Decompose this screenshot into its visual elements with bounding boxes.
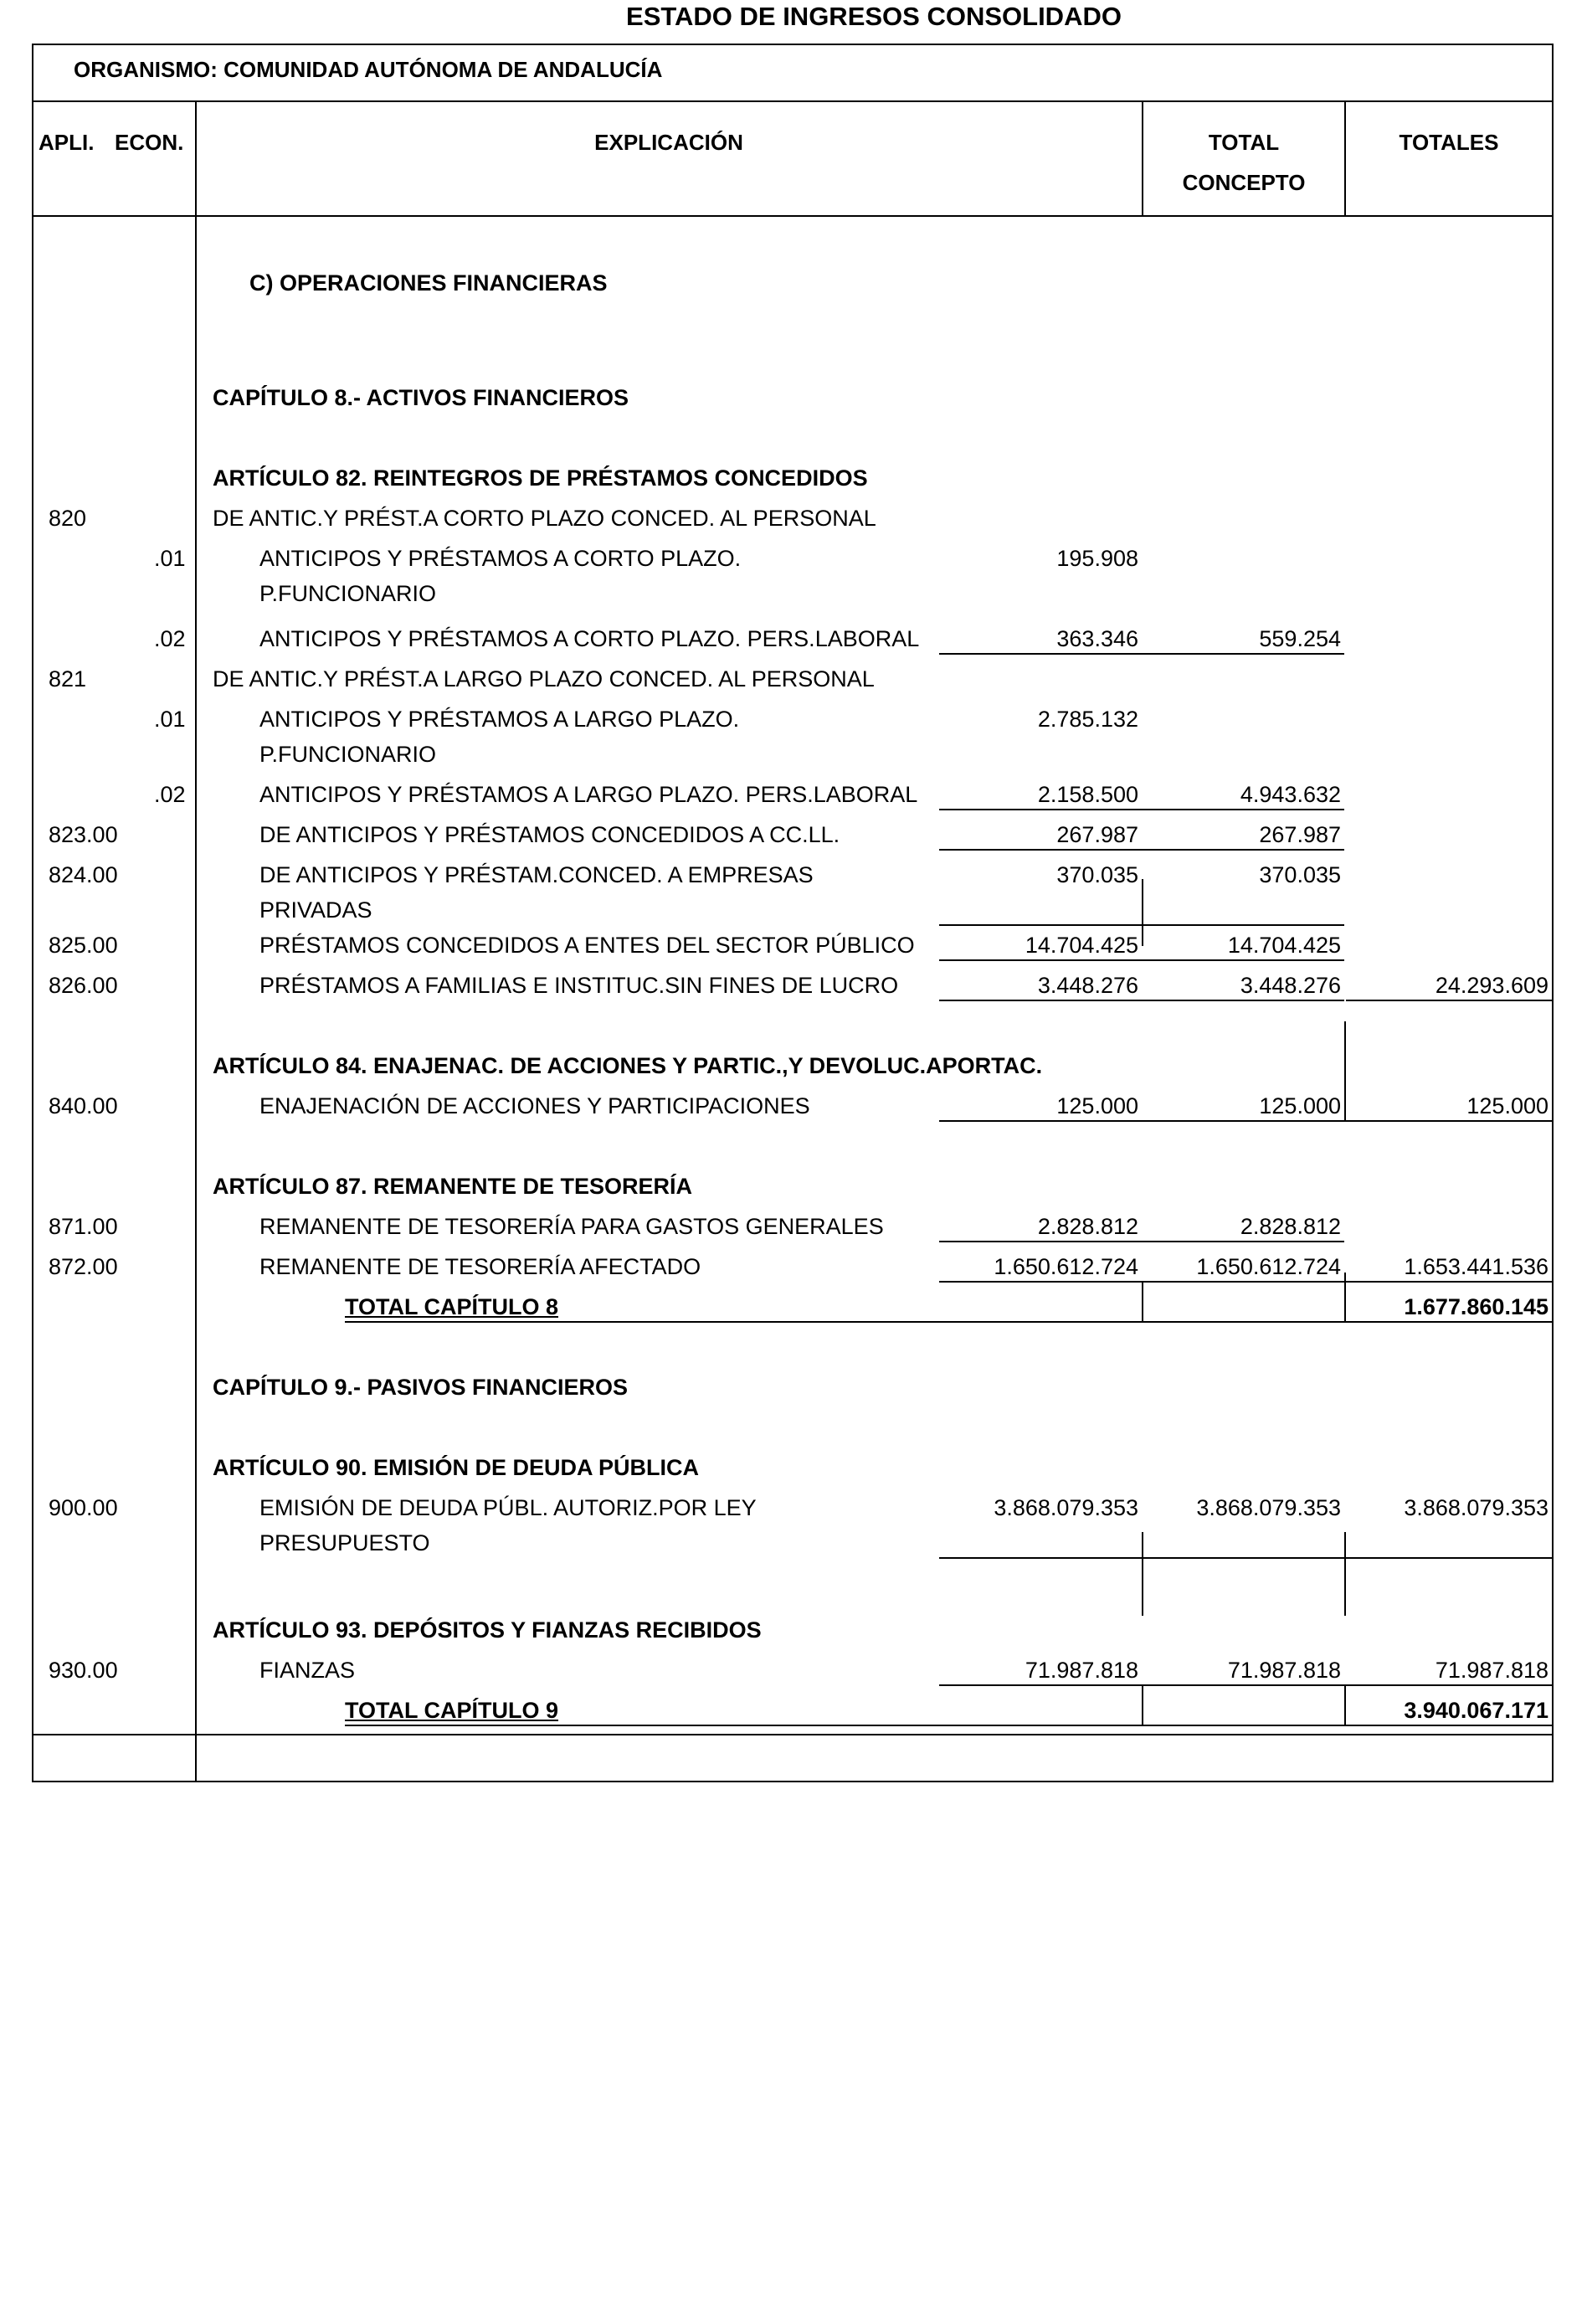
- chapter-total-label: TOTAL CAPÍTULO 9: [345, 1698, 559, 1723]
- subconcept-code: .02: [154, 782, 186, 807]
- concept-description: DE ANTIC.Y PRÉST.A LARGO PLAZO CONCED. AL PERSONAL: [213, 666, 875, 692]
- chapter-heading: CAPÍTULO 9.- PASIVOS FINANCIEROS: [213, 1375, 629, 1400]
- totales-value: 24.293.609: [1435, 973, 1548, 998]
- article-heading: ARTÍCULO 90. EMISIÓN DE DEUDA PÚBLICA: [213, 1455, 700, 1480]
- total-concepto-value: 363.346: [1056, 626, 1138, 651]
- page-title: ESTADO DE INGRESOS CONSOLIDADO: [626, 2, 1122, 31]
- subconcept-code: .01: [154, 707, 186, 732]
- totales-value: 71.987.818: [1435, 1658, 1548, 1683]
- item-description: ANTICIPOS Y PRÉSTAMOS A LARGO PLAZO.: [259, 707, 740, 732]
- header-econ: ECON.: [115, 130, 184, 155]
- subtotal-value: 4.943.632: [1240, 782, 1341, 807]
- item-description: REMANENTE DE TESORERÍA AFECTADO: [259, 1254, 701, 1279]
- item-code: 823.00: [49, 822, 118, 847]
- amount-underline: [939, 959, 1344, 961]
- total-concepto-value: 267.987: [1056, 822, 1138, 847]
- article-heading: ARTÍCULO 82. REINTEGROS DE PRÉSTAMOS CONCEDIDOS: [213, 465, 868, 491]
- chapter-total-rule: [345, 1321, 1554, 1323]
- totales-value: 125.000: [1466, 1093, 1548, 1118]
- column-divider-total-concepto: [1344, 100, 1346, 217]
- amount-underline: [939, 653, 1344, 655]
- subtotal-value: 370.035: [1259, 862, 1341, 887]
- item-code: 900.00: [49, 1495, 118, 1520]
- amount-underline: [939, 809, 1344, 810]
- total-box-left: [1142, 1684, 1143, 1726]
- concept-description: DE ANTIC.Y PRÉST.A CORTO PLAZO CONCED. AL PERSONAL: [213, 506, 876, 531]
- value-col-divider-5: [1344, 1532, 1346, 1616]
- item-code: 825.00: [49, 933, 118, 958]
- subtotal-value: 71.987.818: [1227, 1658, 1341, 1683]
- totales-underline: [1346, 1281, 1554, 1283]
- total-concepto-value: 2.828.812: [1037, 1214, 1138, 1239]
- item-description: DE ANTICIPOS Y PRÉSTAM.CONCED. A EMPRESAS: [259, 862, 814, 887]
- header-top-rule: [32, 100, 1554, 102]
- total-box-mid: [1344, 1684, 1346, 1726]
- item-code: 871.00: [49, 1214, 118, 1239]
- item-description: ANTICIPOS Y PRÉSTAMOS A CORTO PLAZO. PERS.LABORAL: [259, 626, 920, 651]
- subtotal-value: 3.868.079.353: [1196, 1495, 1341, 1520]
- item-description: ENAJENACIÓN DE ACCIONES Y PARTICIPACIONES: [259, 1093, 810, 1118]
- item-description-cont: PRIVADAS: [259, 897, 372, 923]
- item-description-cont: P.FUNCIONARIO: [259, 742, 437, 767]
- total-concepto-value: 2.785.132: [1037, 707, 1138, 732]
- total-concepto-value: 195.908: [1056, 546, 1138, 571]
- item-code: 872.00: [49, 1254, 118, 1279]
- article-heading: ARTÍCULO 87. REMANENTE DE TESORERÍA: [213, 1174, 693, 1199]
- item-code: 826.00: [49, 973, 118, 998]
- totales-value: 3.868.079.353: [1404, 1495, 1548, 1520]
- item-description-cont: PRESUPUESTO: [259, 1530, 430, 1555]
- header-explicacion: EXPLICACIÓN: [594, 130, 743, 155]
- total-concepto-value: 3.868.079.353: [994, 1495, 1138, 1520]
- total-box-left: [1142, 1281, 1143, 1323]
- total-concepto-value: 2.158.500: [1037, 782, 1138, 807]
- chapter-total-value: 3.940.067.171: [1404, 1698, 1548, 1723]
- subtotal-value: 14.704.425: [1227, 933, 1341, 958]
- article-heading: ARTÍCULO 93. DEPÓSITOS Y FIANZAS RECIBIDOS: [213, 1617, 762, 1643]
- total-concepto-value: 3.448.276: [1037, 973, 1138, 998]
- article-heading: ARTÍCULO 84. ENAJENAC. DE ACCIONES Y PARTIC.,Y DEVOLUC.APORTAC.: [213, 1053, 1043, 1078]
- item-description: REMANENTE DE TESORERÍA PARA GASTOS GENERALES: [259, 1214, 884, 1239]
- header-bottom-rule: [32, 215, 1554, 217]
- value-col-divider-3: [1344, 1273, 1346, 1323]
- item-description: DE ANTICIPOS Y PRÉSTAMOS CONCEDIDOS A CC.LL.: [259, 822, 840, 847]
- header-totales: TOTALES: [1399, 130, 1499, 155]
- total-concepto-value: 14.704.425: [1025, 933, 1138, 958]
- totales-underline: [1346, 1000, 1554, 1001]
- chapter-total-label: TOTAL CAPÍTULO 8: [345, 1294, 559, 1319]
- chapter-total-rule: [345, 1725, 1554, 1726]
- organismo-label: ORGANISMO: COMUNIDAD AUTÓNOMA DE ANDALUCÍA: [74, 57, 663, 82]
- subconcept-code: .01: [154, 546, 186, 571]
- item-code: 840.00: [49, 1093, 118, 1118]
- header-total-concepto-line1: TOTAL: [1208, 130, 1280, 155]
- section-heading: C) OPERACIONES FINANCIERAS: [249, 270, 608, 296]
- total-concepto-value: 125.000: [1056, 1093, 1138, 1118]
- column-divider-code: [195, 100, 197, 1782]
- chapter-heading: CAPÍTULO 8.- ACTIVOS FINANCIEROS: [213, 385, 629, 410]
- totales-underline: [1346, 1684, 1554, 1686]
- footer-rule: [32, 1734, 1554, 1735]
- chapter-total-value: 1.677.860.145: [1404, 1294, 1548, 1319]
- item-description-cont: P.FUNCIONARIO: [259, 581, 437, 606]
- item-description: ANTICIPOS Y PRÉSTAMOS A CORTO PLAZO.: [259, 546, 742, 571]
- item-description: PRÉSTAMOS A FAMILIAS E INSTITUC.SIN FINES DE LUCRO: [259, 973, 899, 998]
- header-apli: APLI.: [39, 130, 95, 155]
- value-col-divider-4: [1142, 1532, 1143, 1616]
- item-code: 930.00: [49, 1658, 118, 1683]
- total-concepto-value: 71.987.818: [1025, 1658, 1138, 1683]
- value-col-divider-2: [1344, 1021, 1346, 1122]
- amount-underline: [939, 1120, 1344, 1122]
- subtotal-value: 3.448.276: [1240, 973, 1341, 998]
- subconcept-code: .02: [154, 626, 186, 651]
- amount-underline: [939, 1000, 1344, 1001]
- totales-underline: [1346, 1120, 1554, 1122]
- concept-code: 820: [49, 506, 87, 531]
- subtotal-value: 559.254: [1259, 626, 1341, 651]
- subtotal-value: 125.000: [1259, 1093, 1341, 1118]
- totales-underline: [1346, 1557, 1554, 1559]
- item-description: ANTICIPOS Y PRÉSTAMOS A LARGO PLAZO. PERS.LABORAL: [259, 782, 918, 807]
- item-description: EMISIÓN DE DEUDA PÚBL. AUTORIZ.POR LEY: [259, 1495, 757, 1520]
- totales-value: 1.653.441.536: [1404, 1254, 1548, 1279]
- value-col-divider-1: [1142, 879, 1143, 946]
- subtotal-value: 267.987: [1259, 822, 1341, 847]
- item-code: 824.00: [49, 862, 118, 887]
- concept-code: 821: [49, 666, 87, 692]
- amount-underline: [939, 849, 1344, 851]
- header-total-concepto-line2: CONCEPTO: [1182, 170, 1306, 195]
- total-concepto-value: 370.035: [1056, 862, 1138, 887]
- subtotal-value: 1.650.612.724: [1196, 1254, 1341, 1279]
- subtotal-value: 2.828.812: [1240, 1214, 1341, 1239]
- total-concepto-value: 1.650.612.724: [994, 1254, 1138, 1279]
- amount-underline: [939, 1241, 1344, 1242]
- column-divider-explicacion: [1142, 100, 1143, 217]
- item-description: PRÉSTAMOS CONCEDIDOS A ENTES DEL SECTOR PÚBLICO: [259, 933, 915, 958]
- item-description: FIANZAS: [259, 1658, 356, 1683]
